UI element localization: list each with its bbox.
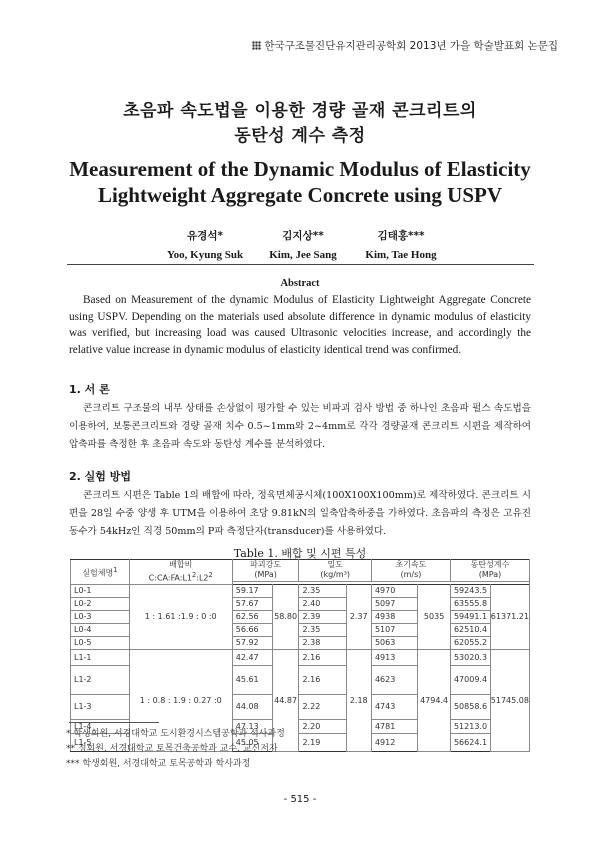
strength-avg-l1: 44.87: [272, 649, 299, 751]
table-cell: 57.67: [232, 597, 272, 610]
author-2-english: Kim, Jee Sang: [269, 249, 337, 261]
table-cell: 4912: [371, 733, 417, 751]
table-cell: 2.39: [299, 610, 346, 623]
footnotes: [66, 727, 285, 772]
strength-avg-l0: 58.80: [272, 584, 299, 649]
table-cell: 47.13: [232, 719, 272, 733]
table-cell: 59243.5: [450, 584, 490, 597]
footnote-divider: [69, 722, 159, 723]
title-korean-line1: 초음파 속도법을 이용한 경량 골재 콘크리트의: [123, 101, 477, 121]
table-cell: L1-5: [71, 733, 130, 751]
table-cell: 56.66: [232, 623, 272, 636]
table-cell: L0-2: [71, 597, 130, 610]
mix-ratio-l0: 1 : 1.61 :1.9 : 0 :0: [129, 584, 232, 649]
table-cell: 5063: [371, 636, 417, 649]
table-cell: L1-3: [71, 694, 130, 719]
header-mix: 배합비 $C:CA:FA:L1^2:L2^2$: [129, 560, 232, 585]
modulus-avg-l0: 61371.21: [490, 584, 529, 649]
table-cell: L1-1: [71, 649, 130, 665]
author-2-korean: 김지상**: [282, 230, 324, 242]
table-cell: 2.35: [299, 623, 346, 636]
table-cell: 5107: [371, 623, 417, 636]
table-cell: 2.16: [299, 649, 346, 665]
table-cell: 2.16: [299, 665, 346, 694]
table-cell: L0-1: [71, 584, 130, 597]
section-2-text: 콘크리트 시편은 Table 1의 배합에 따라, 정육면체공시체(100X100X100mm)로 제작하였다. 콘크리트 시편을 28일 수중 양생 후 UTM을 이용하여 초당 9.81kN의 일축압축하중을 가하였다. 초음파의 측정은 고유진동수가 54kHz인 직경 50mm의 P파 측정단자(transducer)를 사용하였다.: [69, 490, 531, 537]
conference-name: 한국구조물진단유지관리공학회 2013년 가을 학술발표회 논문집: [264, 40, 558, 52]
table-cell: 4781: [371, 719, 417, 733]
table-cell: 4938: [371, 610, 417, 623]
section-1-heading: 1. 서 론: [69, 383, 110, 396]
table-cell: 4623: [371, 665, 417, 694]
section-1-body: [69, 400, 531, 454]
table-cell: 2.22: [299, 694, 346, 719]
table-cell: 59491.1: [450, 610, 490, 623]
table-cell: 42.47: [232, 649, 272, 665]
author-1: [150, 228, 260, 261]
header-density: 밀도 (kg/m³): [299, 560, 372, 582]
table-cell: 4913: [371, 649, 417, 665]
table-cell: 45.05: [232, 733, 272, 751]
table-cell: 44.08: [232, 694, 272, 719]
footnote-1: * 학생회원, 서경대학교 도시환경시스템공학과 석사과정: [66, 729, 285, 739]
table-cell: 2.38: [299, 636, 346, 649]
table-cell: L1-2: [71, 665, 130, 694]
table-cell: 45.61: [232, 665, 272, 694]
modulus-avg-l1: 51745.08: [490, 649, 529, 751]
table-cell: 4743: [371, 694, 417, 719]
table-cell: 2.35: [299, 584, 346, 597]
author-2: [248, 228, 358, 261]
abstract-body: [69, 292, 531, 358]
author-1-korean: 유경석*: [187, 230, 223, 242]
table-cell: L0-5: [71, 636, 130, 649]
section-2-heading: 2. 실험 방법: [69, 470, 131, 483]
table-cell: 62510.4: [450, 623, 490, 636]
title-divider: [67, 264, 534, 265]
header-specimen: 실험체명$^1$: [71, 560, 130, 585]
table-cell: 2.19: [299, 733, 346, 751]
table-cell: 57.92: [232, 636, 272, 649]
table-cell: 4970: [371, 584, 417, 597]
header-velocity: 초기속도 (m/s): [371, 560, 450, 582]
table-cell: 62.56: [232, 610, 272, 623]
abstract-text: Based on Measurement of the dynamic Modulus of Elasticity Lightweight Aggregate Concrete using USPV. Depending on the materials used absolute difference in dynamic modulus of elasticity was verified, but increasing load was caused Ultrasonic velocities increase, and accordingly the relative value increase in dynamic modulus of elasticity identical trend was confirmed.: [69, 294, 531, 356]
table-cell: 59.17: [232, 584, 272, 597]
author-3-english: Kim, Tae Hong: [365, 249, 437, 261]
author-3: [346, 228, 456, 261]
table-title: Table 1. 배합 및 시편 특성: [233, 547, 367, 560]
table-cell: 56624.1: [450, 733, 490, 751]
table-cell: 2.40: [299, 597, 346, 610]
table-row: [71, 584, 530, 597]
header-strength: 파괴강도 (MPa): [232, 560, 299, 582]
table-cell: 63555.8: [450, 597, 490, 610]
author-3-korean: 김태홍***: [377, 230, 425, 242]
dots-icon: [252, 41, 261, 50]
author-1-english: Yoo, Kyung Suk: [166, 249, 244, 261]
table-cell: 5097: [371, 597, 417, 610]
table-cell: L0-4: [71, 623, 130, 636]
table-cell: 62055.2: [450, 636, 490, 649]
footnote-2: ** 정회원, 서경대학교 토목건축공학과 교수, 교신저자: [66, 744, 278, 754]
page-number: - 515 -: [283, 794, 317, 805]
velocity-avg-l0: 5035: [418, 584, 451, 649]
table-cell: 50858.6: [450, 694, 490, 719]
footnote-3: *** 학생회원, 서경대학교 토목공학과 학사과정: [66, 759, 251, 769]
conference-header: [252, 38, 558, 53]
table-cell: L0-3: [71, 610, 130, 623]
density-avg-l0: 2.37: [346, 584, 371, 649]
section-1-text: 콘크리트 구조물의 내부 상태를 손상없이 평가할 수 있는 비파괴 검사 방법 중 하나인 초음파 펄스 속도법을 이용하여, 보통콘크리트와 경량 골재 치수 0.5~1mm와 2~4mm로 각각 경량골재 콘크리트 시편을 제작하여 압축파를 측정한 후 초음파 속도와 동탄성 계수를 분석하였다.: [69, 403, 531, 450]
table-cell: 2.20: [299, 719, 346, 733]
abstract-heading: Abstract: [280, 278, 320, 289]
density-avg-l1: 2.18: [346, 649, 371, 751]
table-cell: 53020.3: [450, 649, 490, 665]
title-korean-line2: 동탄성 계수 측정: [234, 126, 366, 146]
title-english-line2: Lightweight Aggregate Concrete using USPV: [97, 183, 503, 207]
table-cell: 51213.0: [450, 719, 490, 733]
mix-ratio-l1: 1 : 0.8 : 1.9 : 0.27 :0: [129, 649, 232, 751]
section-2-body: [69, 487, 531, 541]
table-cell: L1-4: [71, 719, 130, 733]
velocity-avg-l1: 4794.4: [418, 649, 451, 751]
table-cell: 47009.4: [450, 665, 490, 694]
title-english-line1: Measurement of the Dynamic Modulus of Elasticity: [69, 157, 531, 181]
table-row: [71, 649, 530, 665]
header-modulus: 동탄성계수 (MPa): [450, 560, 529, 582]
